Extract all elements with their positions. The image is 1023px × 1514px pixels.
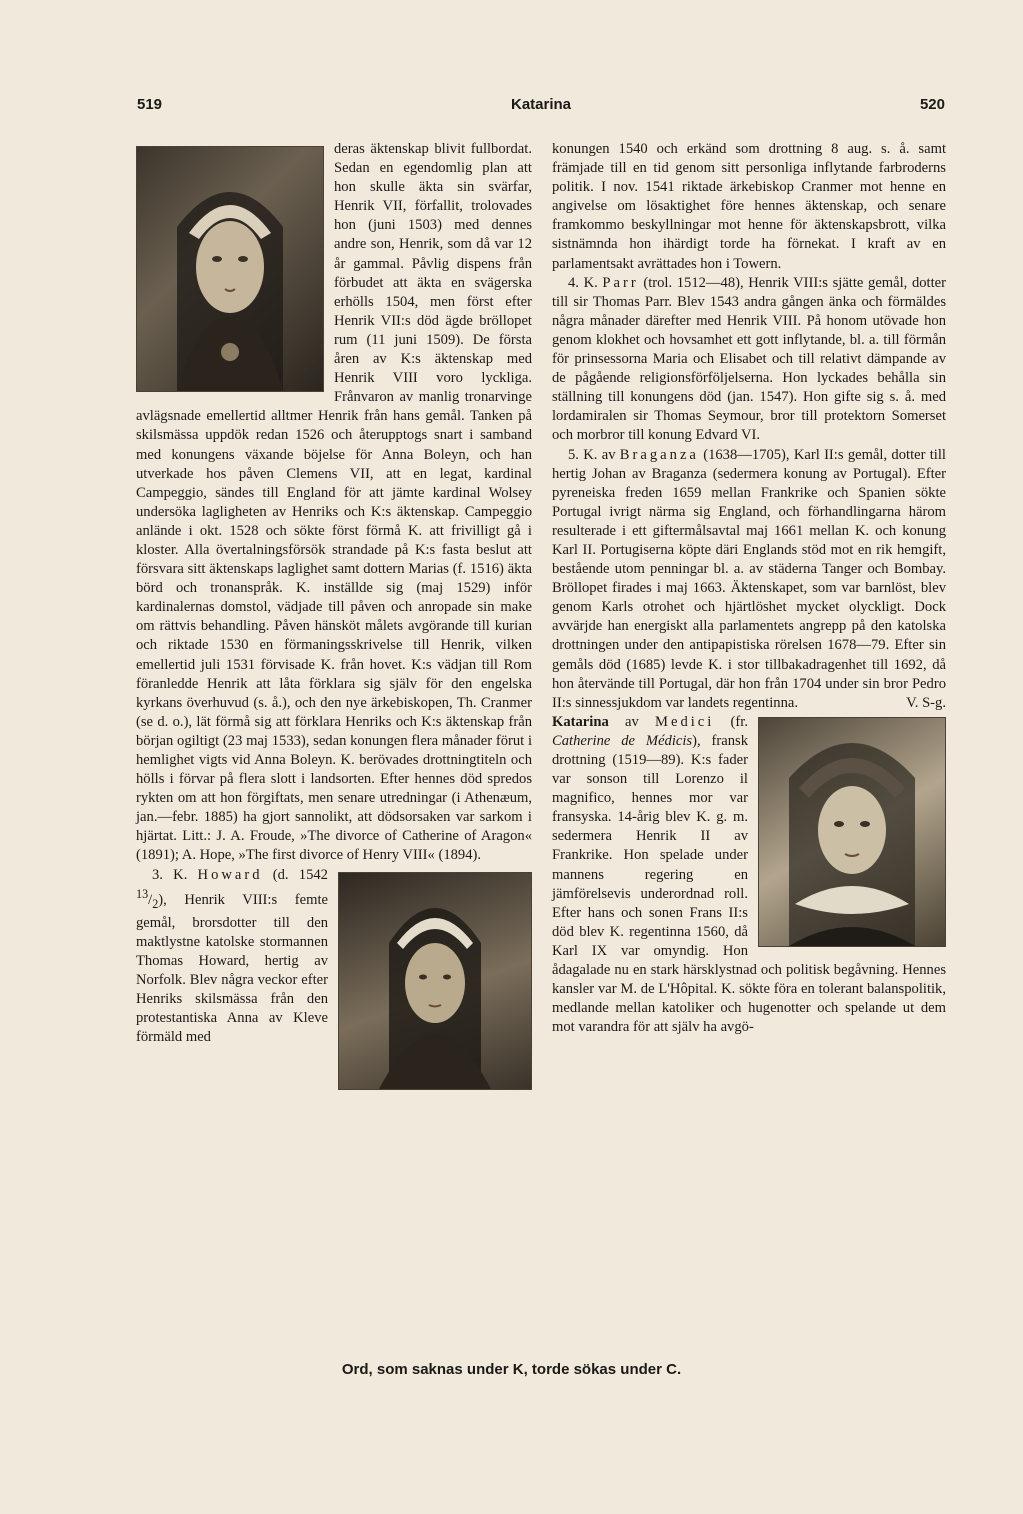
page-number-right: 520 [919, 96, 945, 113]
footer-note: Ord, som saknas under K, torde sökas under C. [341, 1361, 682, 1378]
entry-body-parr: (trol. 1512—48), Henrik VIII:s sjätte gemål, dotter till sir Thomas Parr. Blev 1543 andra gången änka och förmäldes några månader därefter med Henrik VIII. På honom utövade hon genom klokhet och hovsamhet ett gott inflytande, bl. a. till förmån för prinsessorna Maria och Elisabet och till relativt dämpande av de pågående religionsförföljelserna. Hon lyckades behålla sin ställning till konungens död (jan. 1547). Hon gifte sig s. å. med lordamiralen sir Thomas Seymour, bror till protektorn Somerset och morbror till konung Edvard VI. [552, 274, 946, 444]
author-signature: V. S-g. [906, 694, 946, 711]
date-subscript: 2 [152, 896, 159, 911]
entry-number-4: 4. K. [568, 274, 598, 291]
entry-av-medici: av [624, 713, 639, 730]
page-number-left: 519 [137, 96, 163, 113]
entry-name-howard: Howard [197, 866, 263, 883]
entry-name-parr: Parr [602, 274, 639, 291]
portrait-3-drawing [759, 718, 945, 946]
entry-body-braganza: (1638—1705), Karl II:s gemål, dotter till hertig Johan av Braganza (sedermera konung av Portugal). Efter pyreneiska freden 1659 mellan Frankrike och Spanien sökte Portugal ivrigt närma sig England, och förhandlingarna härom resulterade i ett giftermålsavtal maj 1661 mellan K. och konung Karl II. Portugiserna köpte däri Englands stöd mot en rik hemgift, bestående utom penningar bl. a. av städerna Tanger och Bombay. Bröllopet firades i maj 1663. Äktenskapet, som var barnlöst, blev genom Karls otrohet och hjärtlöshet mycket olyckligt. Dock avvärjde han energiskt alla parlamentets angrepp på den katolska drottningen under den antipapistiska rörelsen 1678—79. Efter sin gemåls död (1685) levde K. i stor tillbakadragenhet till 1692, då hon återvände till Portugal, där hon från 1704 under sin bror Pedro II:s sinnessjukdom var landets regentinna. [552, 446, 946, 711]
entry-name-medici: Medici [654, 713, 715, 730]
entry-fr-open: (fr. [730, 713, 748, 730]
portrait-catherine-of-aragon [136, 146, 324, 392]
entry-date-howard: (d. 1542 [272, 866, 328, 883]
right-column [552, 140, 946, 1037]
text-catherine-of-aragon: deras äktenskap blivit fullbordat. Sedan en egendomlig plan att hon skulle äkta sin svärfar, Henrik VII, förfallit, trolovades hon (juni 1503) med dennes andre son, Henrik, som då var 12 år gammal. Påvlig dispens från förbudet att äkta en svägerska erhölls 1504, men först efter Henrik VII:s död ägde bröllopet rum (11 juni 1509). De första åren av K:s äktenskap med Henrik VIII voro lyckliga. Frånvaron av manlig tronarvinge avlägsnade emellertid alltmer Henrik från hans gemål. Tanken på skilsmässa uppdök redan 1526 och återupptogs snart i samband med konungens växande böjelse för Anna Boleyn, och han utverkade hos påven Clemens VII, att en legat, kardinal Campeggio, sändes till England för att jämte kardinal Wolsey undersöka lagligheten av Henriks och K:s äktenskap. Campeggio anlände i okt. 1528 och sökte först förmå K. att frivilligt gå i kloster. Alla övertalningsförsök strandade på K:s fasta beslut att försvara sitt äktenskaps laglighet samt dottern Marias (f. 1516) äkta börd och tronanspråk. K. inställde sig (maj 1529) inför kardinalernas domstol, vädjade till påven och anropade sin make om rättvis behandling. Påven hänsköt målets avgörande till kurian och riktade 1530 en förmaningsskrivelse till Henrik, vilken emellertid juli 1531 förvisade K. från hovet. K:s vädjan till Rom föranledde Henrik att låta förklara sig själv för den engelska kyrkans överhuvud (s. å.), och den nye ärkebiskopen, Th. Cranmer (se d. o.), lät förmå sig att förklara Henriks och K:s äktenskap från början ogiltigt (23 maj 1533), sedan konungen flera månader förut i hemlighet vigts vid Anna Boleyn. K. berövades drottningtiteln och hölls i förvar på flera slott i landsorten. Efter hennes död spredos rykten om att hon förgiftats, men senare utredningar (i Athenæum, jan.—febr. 1885) ha gjort sannolikt, att dödsorsaken var sarkom i hjärtat. Litt.: J. A. Froude, »The divorce of Catherine of Aragon« (1891); A. Hope, »The first divorce of Henry VIII« (1894). [136, 141, 532, 864]
text-catherine-howard: 3. K. Howard (d. 1542 $^{13}/_2$), Henrik VIII:s femte gemål, brorsdotter till den maktlystne katolske stormannen Thomas Howard, hertig av Norfolk. Blev några veckor efter Henriks skilsmässa från den protestantiska Anna av Kleve förmäld med [136, 866, 328, 1046]
entry-number-5: 5. K. av [568, 446, 616, 463]
portrait-catherine-howard [338, 872, 532, 1090]
portrait-2-drawing [339, 873, 531, 1089]
entry-head-medici: Katarina [552, 713, 609, 730]
portrait-1-drawing [137, 147, 323, 391]
entry-name-braganza: Braganza [619, 446, 699, 463]
text-howard-continued: konungen 1540 och erkänd som drottning 8 aug. s. å. samt främjade till en tid genom sitt personliga inflytande farbroderns politik. I nov. 1541 riktade ärkebiskop Cranmer mot henne en angivelse om lösaktighet före hennes äktenskap, och senare framkommo beskyllningar mot henne för äktenskapsbrott, vilka sistnämnda hon ihärdigt torde ha förnekat. I kraft av en parlamentsakt avrättades hon i Towern. [552, 141, 946, 272]
left-column [136, 140, 532, 1092]
entry-number-3: 3. K. [152, 866, 188, 883]
portrait-catherine-de-medici [758, 717, 946, 947]
date-superscript: 13 [136, 886, 149, 901]
text-catherine-of-braganza [552, 446, 946, 713]
page-header [137, 96, 945, 113]
entry-body-medici: ), fransk drottning (1519—89). K:s fader var sonson till Lorenzo il magnifico, hennes mor var fransyska. 14-årig blev K. g. m. sedermera Henrik II av Frankrike. Hon spelade under mannens regering en jämförelsevis underordnad roll. Efter hans och sonen Frans II:s död blev K. regentinna 1560, då Karl IX var omyndig. Hon ådagalade nu en stark härsklystnad och politisk begåvning. Hennes kansler var M. de L'Hôpital. K. sökte föra en tolerant balanspolitik, medlande mellan katoliker och hugenotter och spelande ut dem mot varandra för att själv ha avgö- [552, 732, 946, 1036]
running-title: Katarina [510, 96, 572, 113]
text-catherine-parr [552, 274, 946, 446]
entry-french-name: Catherine de Médicis [552, 732, 693, 749]
entry-body-howard: ), Henrik VIII:s femte gemål, brorsdotter till den maktlystne katolske stormannen Thomas Howard, hertig av Norfolk. Blev några veckor efter Henriks skilsmässa från den protestantiska Anna av Kleve förmäld med [136, 891, 328, 1046]
